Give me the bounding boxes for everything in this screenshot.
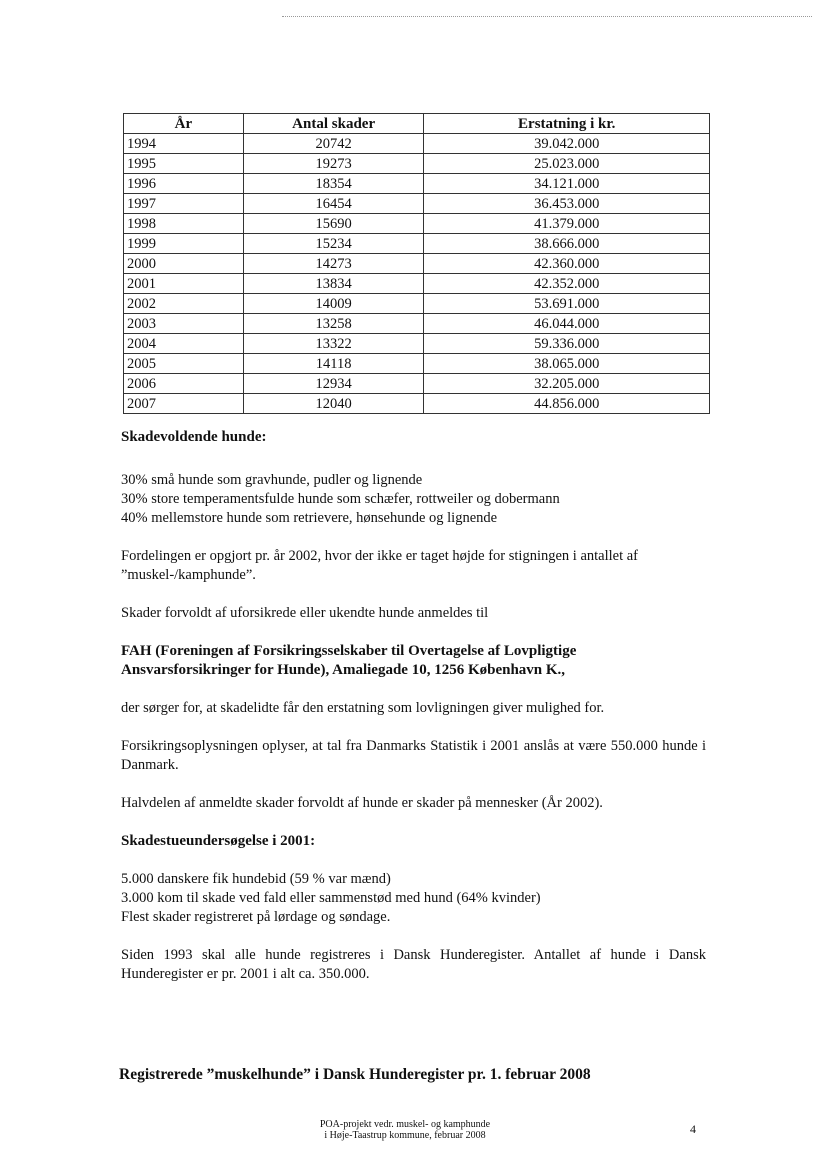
cell-compensation: 38.666.000: [424, 234, 710, 254]
cell-compensation: 25.023.000: [424, 154, 710, 174]
statistics-table: [123, 113, 710, 414]
table-row: [124, 314, 710, 334]
cell-count: 12934: [243, 374, 424, 394]
cell-year: 1998: [124, 214, 244, 234]
table-row: [124, 154, 710, 174]
cell-year: 1999: [124, 234, 244, 254]
table-row: [124, 294, 710, 314]
cell-count: 13258: [243, 314, 424, 334]
list-item: 30% små hunde som gravhunde, pudler og lignende: [121, 472, 423, 488]
cell-count: 14009: [243, 294, 424, 314]
cell-compensation: 34.121.000: [424, 174, 710, 194]
cell-compensation: 39.042.000: [424, 134, 710, 154]
list-item: 40% mellemstore hunde som retrievere, hønsehunde og lignende: [121, 510, 498, 526]
paragraph-register: Siden 1993 skal alle hunde registreres i Dansk Hunderegister. Antallet af hunde i Dansk Hunderegister er pr. 2001 i alt ca. 350.000.: [121, 947, 706, 982]
paragraph-halvdelen: Halvdelen af anmeldte skader forvoldt af hunde er skader på mennesker (År 2002).: [121, 795, 603, 811]
list-item: 30% store temperamentsfulde hunde som schæfer, rottweiler og dobermann: [121, 491, 560, 507]
cell-year: 1997: [124, 194, 244, 214]
table-row: [124, 174, 710, 194]
section-heading-muskelhunde: Registrerede ”muskelhunde” i Dansk Hunderegister pr. 1. februar 2008: [119, 1066, 591, 1083]
table-row: [124, 254, 710, 274]
paragraph-fordeling: Fordelingen er opgjort pr. år 2002, hvor der ikke er taget højde for stigningen i antallet af ”muskel-/kamphunde”.: [121, 548, 639, 583]
cell-compensation: 36.453.000: [424, 194, 710, 214]
cell-year: 1994: [124, 134, 244, 154]
cell-compensation: 59.336.000: [424, 334, 710, 354]
paragraph-sorger: der sørger for, at skadelidte får den erstatning som lovligningen giver mulighed for.: [121, 700, 605, 716]
cell-compensation: 53.691.000: [424, 294, 710, 314]
cell-count: 16454: [243, 194, 424, 214]
cell-count: 13322: [243, 334, 424, 354]
table-row: [124, 194, 710, 214]
footer-line: POA-projekt vedr. muskel- og kamphunde: [319, 1119, 491, 1130]
paragraph-forsikring: Forsikringsoplysningen oplyser, at tal fra Danmarks Statistik i 2001 anslås at være 550.000 hunde i Danmark.: [121, 738, 706, 773]
cell-year: 2004: [124, 334, 244, 354]
page-number: 4: [690, 1122, 696, 1136]
cell-compensation: 41.379.000: [424, 214, 710, 234]
footer-line: i Høje-Taastrup kommune, februar 2008: [324, 1130, 486, 1141]
column-header-count: Antal skader: [243, 114, 424, 134]
cell-year: 2005: [124, 354, 244, 374]
cell-year: 2007: [124, 394, 244, 414]
cell-count: 18354: [243, 174, 424, 194]
table-header-row: [124, 114, 710, 134]
table-row: [124, 334, 710, 354]
cell-count: 13834: [243, 274, 424, 294]
paragraph-skader-forvoldt: Skader forvoldt af uforsikrede eller ukendte hunde anmeldes til: [121, 605, 489, 621]
cell-count: 15690: [243, 214, 424, 234]
table-row: [124, 274, 710, 294]
list-item: 3.000 kom til skade ved fald eller sammenstød med hund (64% kvinder): [121, 890, 541, 906]
column-header-year: År: [124, 114, 244, 134]
cell-compensation: 44.856.000: [424, 394, 710, 414]
page-footer: [270, 1119, 540, 1141]
cell-count: 15234: [243, 234, 424, 254]
cell-compensation: 42.360.000: [424, 254, 710, 274]
cell-compensation: 42.352.000: [424, 274, 710, 294]
table-row: [124, 374, 710, 394]
cell-year: 2003: [124, 314, 244, 334]
table-row: [124, 394, 710, 414]
paragraph-fah: FAH (Foreningen af Forsikringsselskaber til Overtagelse af Lovpligtige Ansvarsforsikringer for Hunde), Amaliegade 10, 1256 København K.,: [121, 643, 577, 678]
cell-count: 12040: [243, 394, 424, 414]
cell-year: 2002: [124, 294, 244, 314]
cell-compensation: 38.065.000: [424, 354, 710, 374]
skadevoldende-heading: Skadevoldende hunde:: [121, 429, 267, 445]
table-row: [124, 234, 710, 254]
cell-compensation: 46.044.000: [424, 314, 710, 334]
cell-count: 14273: [243, 254, 424, 274]
table-body: [124, 134, 710, 414]
cell-count: 19273: [243, 154, 424, 174]
cell-compensation: 32.205.000: [424, 374, 710, 394]
list-item: Flest skader registreret på lørdage og søndage.: [121, 909, 391, 925]
table-row: [124, 134, 710, 154]
skadestue-heading: Skadestueundersøgelse i 2001:: [121, 833, 316, 849]
table-row: [124, 214, 710, 234]
cell-year: 2000: [124, 254, 244, 274]
table-row: [124, 354, 710, 374]
cell-year: 1995: [124, 154, 244, 174]
list-item: 5.000 danskere fik hundebid (59 % var mænd): [121, 871, 391, 887]
cell-count: 20742: [243, 134, 424, 154]
top-dotted-line: [282, 16, 812, 17]
cell-year: 1996: [124, 174, 244, 194]
cell-year: 2001: [124, 274, 244, 294]
cell-count: 14118: [243, 354, 424, 374]
document-body: [121, 428, 706, 984]
cell-year: 2006: [124, 374, 244, 394]
column-header-compensation: Erstatning i kr.: [424, 114, 710, 134]
